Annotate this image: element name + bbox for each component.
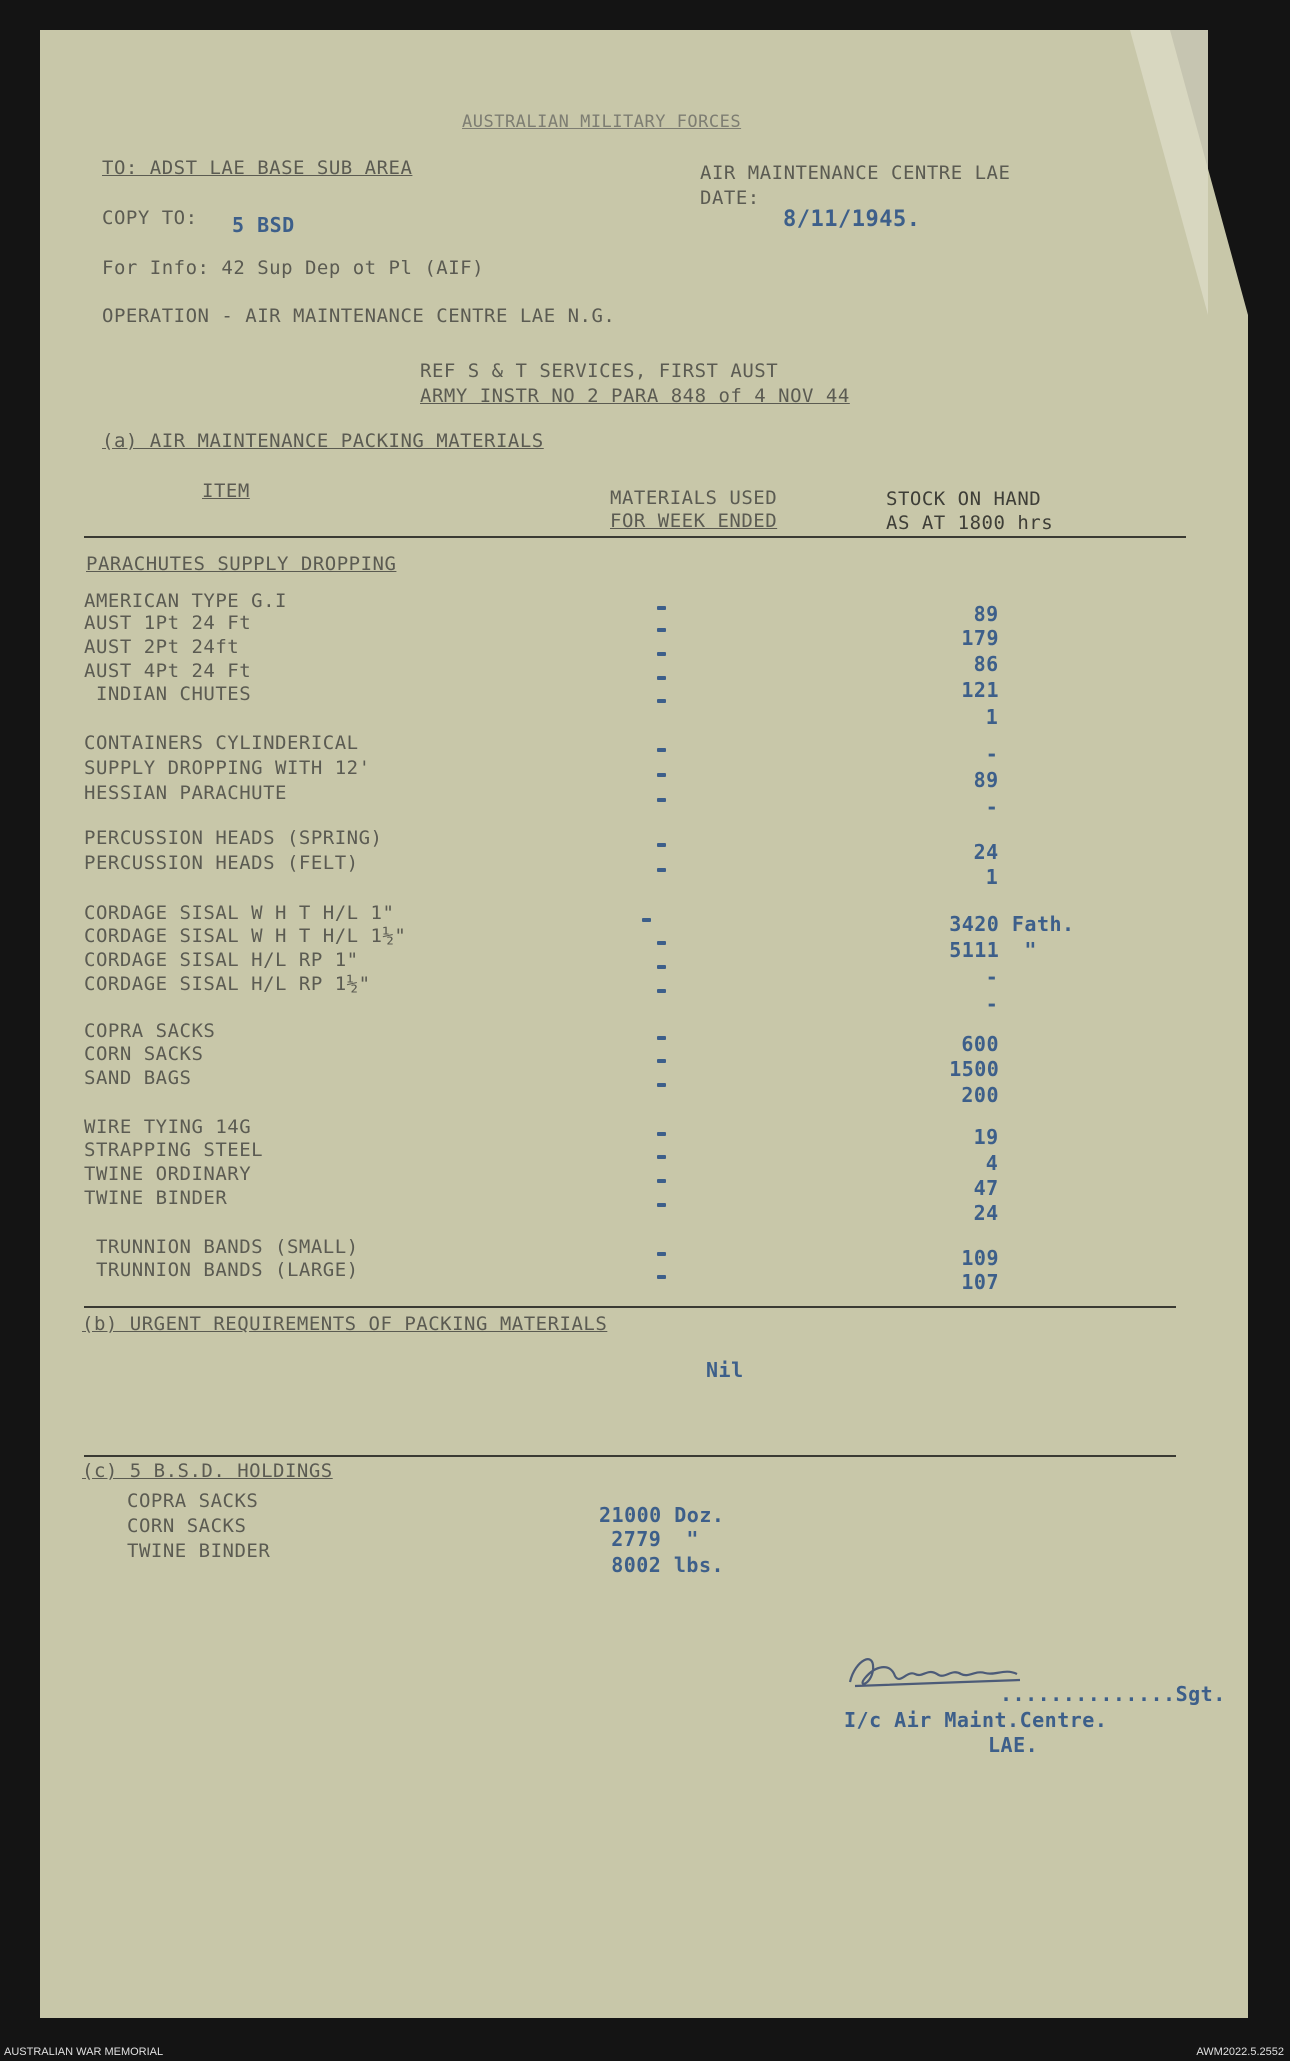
used-dash-mark (657, 773, 666, 777)
date-value: 8/11/1945. (783, 207, 921, 232)
table-row-stock: 1 (985, 865, 999, 889)
footer-left-credit: AUSTRALIAN WAR MEMORIAL (4, 2046, 164, 2058)
table-row-stock: 109 (961, 1246, 1000, 1270)
used-dash-mark (657, 628, 666, 632)
holdings-item: TWINE BINDER (127, 1540, 271, 1562)
table-row-item: CORDAGE SISAL H/L RP 1" (84, 949, 359, 971)
table-row-stock: 1500 (949, 1057, 1000, 1081)
table-row-item: SUPPLY DROPPING WITH 12' (84, 757, 371, 779)
table-row-stock: - (985, 965, 999, 989)
table-row-stock: 1 (985, 705, 999, 729)
table-row-stock: 89 (973, 768, 999, 792)
used-dash-mark (657, 1036, 666, 1040)
used-dash-mark (657, 676, 666, 680)
used-dash-mark (657, 1059, 666, 1063)
table-row-item: COPRA SACKS (84, 1020, 216, 1042)
table-row-item: CORDAGE SISAL W H T H/L 1½" (84, 925, 407, 947)
reference-line-1: REF S & T SERVICES, FIRST AUST (420, 360, 779, 382)
holdings-item: COPRA SACKS (127, 1490, 259, 1512)
used-dash-mark (657, 1155, 666, 1159)
signature-title-line-2: LAE. (988, 1733, 1039, 1757)
table-row-stock: 179 (961, 626, 1000, 650)
used-dash-mark (657, 798, 666, 802)
copy-to-label: COPY TO: (102, 207, 198, 229)
used-dash-mark (657, 1203, 666, 1207)
copy-to-value: 5 BSD (232, 213, 295, 237)
table-row-item: TWINE BINDER (84, 1187, 228, 1209)
holdings-value: 2779 " (611, 1527, 699, 1551)
table-row-stock: 24 (973, 1201, 999, 1225)
table-row-stock: 5111 " (949, 938, 1037, 962)
used-dash-mark (657, 1083, 666, 1087)
used-dash-mark (657, 1132, 666, 1136)
used-dash-mark (657, 843, 666, 847)
signature-dots: ..............Sgt. (1000, 1682, 1226, 1706)
table-row-item: CONTAINERS CYLINDERICAL (84, 732, 359, 754)
holdings-value: 21000 Doz. (599, 1503, 725, 1527)
column-header-used-2: FOR WEEK ENDED (610, 510, 778, 532)
used-dash-mark (657, 606, 666, 610)
column-header-used-1: MATERIALS USED (610, 487, 778, 509)
operation-line: OPERATION - AIR MAINTENANCE CENTRE LAE N.G. (102, 305, 616, 327)
table-row-item: SAND BAGS (84, 1067, 192, 1089)
table-row-item: AMERICAN TYPE G.I (84, 590, 287, 612)
table-row-stock: 121 (961, 678, 1000, 702)
for-info-line: For Info: 42 Sup Dep ot Pl (AIF) (102, 257, 485, 279)
table-row-stock: 89 (973, 602, 999, 626)
section-a-title: (a) AIR MAINTENANCE PACKING MATERIALS (102, 430, 544, 452)
section-c-title: (c) 5 B.S.D. HOLDINGS (82, 1460, 333, 1482)
table-row-stock: - (985, 795, 999, 819)
table-row-item: AUST 4Pt 24 Ft (84, 660, 252, 682)
used-dash-mark (657, 748, 666, 752)
used-dash-mark (657, 989, 666, 993)
table-row-item: WIRE TYING 14G (84, 1116, 252, 1138)
table-row-stock: 4 (985, 1151, 999, 1175)
table-row-item: TWINE ORDINARY (84, 1163, 252, 1185)
table-row-stock: 107 (961, 1270, 1000, 1294)
table-row-item: CORDAGE SISAL W H T H/L 1" (84, 902, 395, 924)
section-a-end-rule (84, 1306, 1176, 1308)
table-row-item: HESSIAN PARACHUTE (84, 782, 287, 804)
section-b-title: (b) URGENT REQUIREMENTS OF PACKING MATERIALS (82, 1313, 608, 1335)
origin-line: AIR MAINTENANCE CENTRE LAE (700, 162, 1011, 184)
to-line: TO: ADST LAE BASE SUB AREA (102, 157, 413, 179)
used-dash-mark (657, 1252, 666, 1256)
column-header-stock-2: AS AT 1800 hrs (886, 512, 1054, 534)
section-b-value: Nil (706, 1358, 744, 1382)
table-row-item: AUST 1Pt 24 Ft (84, 612, 252, 634)
holdings-item: CORN SACKS (127, 1515, 247, 1537)
used-dash-mark (657, 1275, 666, 1279)
used-dash-mark (657, 652, 666, 656)
table-row-item: TRUNNION BANDS (LARGE) (84, 1259, 359, 1281)
header-rule (84, 536, 1186, 538)
used-dash-mark (642, 918, 651, 922)
column-header-stock-1: STOCK ON HAND (886, 488, 1042, 510)
used-dash-mark (657, 965, 666, 969)
table-row-item: CORDAGE SISAL H/L RP 1½" (84, 973, 371, 995)
table-row-stock: 200 (961, 1083, 1000, 1107)
table-row-stock: - (985, 742, 999, 766)
table-row-stock: 600 (961, 1032, 1000, 1056)
table-row-stock: 47 (973, 1176, 999, 1200)
table-row-item: AUST 2Pt 24ft (84, 636, 240, 658)
footer-right-reference: AWM2022.5.2552 (1196, 2046, 1284, 2058)
table-row-item: INDIAN CHUTES (84, 683, 252, 705)
reference-line-2: ARMY INSTR NO 2 PARA 848 of 4 NOV 44 (420, 385, 850, 407)
table-row-item: CORN SACKS (84, 1043, 204, 1065)
signature-title-line-1: I/c Air Maint.Centre. (844, 1708, 1108, 1732)
subheading-parachutes: PARACHUTES SUPPLY DROPPING (86, 553, 397, 575)
used-dash-mark (657, 699, 666, 703)
used-dash-mark (657, 941, 666, 945)
document-heading: AUSTRALIAN MILITARY FORCES (462, 112, 742, 132)
column-header-item: ITEM (202, 480, 250, 502)
section-c-rule (84, 1455, 1176, 1457)
used-dash-mark (657, 868, 666, 872)
used-dash-mark (657, 1179, 666, 1183)
table-row-stock: 86 (973, 652, 999, 676)
date-label: DATE: (700, 187, 760, 209)
table-row-stock: - (985, 992, 999, 1016)
table-row-item: TRUNNION BANDS (SMALL) (84, 1236, 359, 1258)
table-row-item: PERCUSSION HEADS (FELT) (84, 852, 359, 874)
table-row-item: PERCUSSION HEADS (SPRING) (84, 827, 383, 849)
table-row-stock: 3420 Fath. (949, 912, 1075, 936)
table-row-stock: 24 (973, 840, 999, 864)
table-row-stock: 19 (973, 1125, 999, 1149)
holdings-value: 8002 lbs. (611, 1553, 725, 1577)
table-row-item: STRAPPING STEEL (84, 1139, 264, 1161)
